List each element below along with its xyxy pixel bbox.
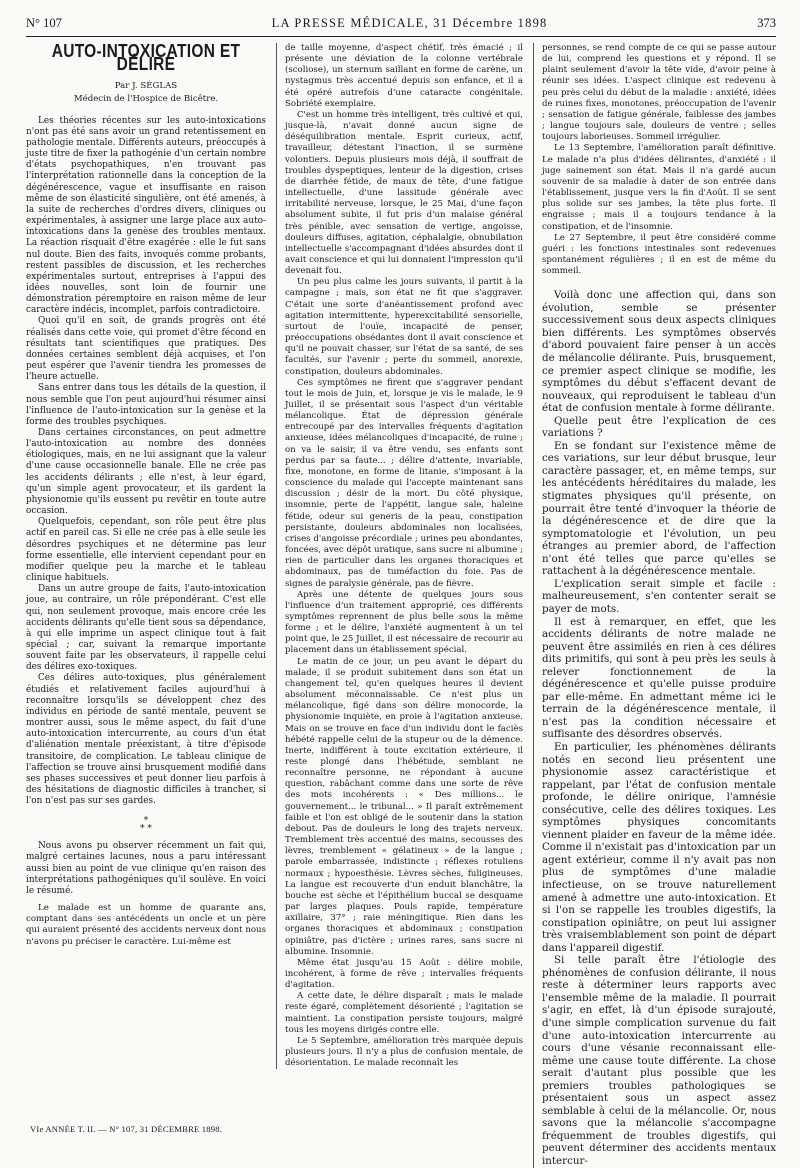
page-number: 373 bbox=[757, 16, 776, 30]
paragraph: Si telle paraît être l'étiologie des phénomènes de confusion délirante, il nous reste à déterminer leurs rapports avec l'ensemble même de la maladie. Il pourrait s'agir, en effet, là d'un épisode surajouté, d'une simple complication survenue du fait d'une auto-intoxication intercurrente au cours d'une vésanie reconnaissant elle-même une cause toute différente. La chose serait d'autant plus possible que les premiers troubles pathologiques se présentaient sous un aspect assez semblable à celui de la mélancolie. Or, nous savons que la mélancolie s'accompagne fréquemment de troubles digestifs, qui peuvent déterminer des accidents mentaux intercur- bbox=[541, 954, 777, 1168]
paragraph: Quelle peut être l'explication de ces variations ? bbox=[541, 414, 777, 440]
paragraph: Dans certaines circonstances, on peut admettre l'auto-intoxication au nombre des données étiologiques, mais, en ne lui assignant que la valeur d'une cause occasionnelle banale. Elle ne crée pas les accidents délirants ; elle n'est, à leur égard, qu'un simple agent provocateur, et ils gardent la physionomie qu'ils eussent pu revêtir en toute autre occasion. bbox=[26, 428, 266, 517]
page-footer: VIe ANNÉE T. II. — N° 107, 31 DÉCEMBRE 1898. bbox=[30, 1124, 223, 1134]
paragraph: Il est à remarquer, en effet, que les accidents délirants de notre malade ne peuvent être assimilés en rien à ces délires dits primitifs, qui sont à peu près les seuls à relever fonctionnement de la dégénérescence et qu'elle puisse produire par elle-même. En admettant même ici le terrain de la dégénérescence mentale, il n'est pas la condition nécessaire et suffisante des désordres observés. bbox=[541, 615, 777, 741]
paragraph: En se fondant sur l'existence même de ces variations, sur leur début brusque, leur caractère passager, et, en même temps, sur les antécédents héréditaires du malade, les stigmates physiques qu'il présente, on pourrait être tenté d'invoquer la théorie de la dégénérescence et de dire que la symptomatologie et l'évolution, un peu étranges au premier abord, de l'affection n'ont été telles que parce qu'elles se rattachent à la dégénérescence mentale. bbox=[541, 439, 777, 578]
paragraph: Voilà donc une affection qui, dans son évolution, semble se présenter successivement sous deux aspects cliniques bien différents. Les symptômes observés d'abord pouvaient faire penser à un accès de mélancolie délirante. Puis, brusquement, ce premier aspect clinique se modifie, les symptômes du début s'effacent devant de nouveaux, qui reproduisent le tableau d'un état de confusion mentale à forme délirante. bbox=[541, 289, 777, 415]
paragraph: A cette date, le délire disparaît ; mais le malade reste égaré, complètement désorienté ; l'agitation se maintient. La constipation persiste toujours, malgré tous les moyens dirigés contre elle. bbox=[284, 991, 523, 1035]
column-2 bbox=[276, 43, 523, 1069]
author-line: Par J. SÉGLAS bbox=[114, 81, 178, 92]
paragraph: de taille moyenne, d'aspect chétif, très émacié ; il présente une déviation de la colonne vertébrale (scoliose), un sternum saillant en forme de carène, un nystagmus très accentué depuis son enfance, et il a été opéré autrefois d'une cataracte congénitale. Sobriété exemplaire. bbox=[284, 43, 523, 109]
column-3 bbox=[533, 43, 776, 1168]
paragraph: Un peu plus calme les jours suivants, il partit à la campagne ; mais, son état ne fit que s'aggraver. C'était une sorte d'anéantissement profond avec agitation intermittente, hyperexcitabilité sensorielle, surtout de l'ouïe, incapacité de penser, préoccupations obsédantes dont il avait conscience et qu'il ne pouvait chasser, sur l'état de sa santé, de ses facultés, sur l'avenir ; perte du sommeil, anorexie, constipation, douleurs abdominales. bbox=[284, 277, 523, 377]
paragraph: Dans un autre groupe de faits, l'auto-intoxication joue, au contraire, un rôle prépondérant. C'est elle qui, non seulement provoque, mais encore crée les accidents délirants qu'elle tient sous sa dépendance, à qui elle imprime un aspect clinique tout à fait spécial ; car, suivant la remarque importante souvent faite par les observateurs, il rappelle celui des délires exo-toxiques. bbox=[26, 584, 266, 673]
issue-number: N° 107 bbox=[26, 16, 62, 30]
paragraph: En particulier, les phénomènes délirants notés en second lieu présentent une physionomie assez caractéristique et rappelant, par l'état de confusion mentale profonde, le délire onirique, l'amnésie consécutive, celle des délires toxiques. Les symptômes physiques concomitants viennent plaider en faveur de la même idée. Comme il n'existait pas d'intoxication par un agent extérieur, comme il n'y avait pas non plus de symptômes d'une maladie infectieuse, on se trouve naturellement amené à admettre une auto-intoxication. Et si l'on se rappelle les troubles digestifs, la constipation opiniâtre, on peut lui assigner très vraisemblablement son point de départ dans l'appareil digestif. bbox=[541, 740, 777, 954]
author-role: Médecin de l'Hospice de Bicêtre. bbox=[73, 94, 219, 105]
column-1 bbox=[26, 43, 266, 948]
paragraph: personnes, se rend compte de ce qui se passe autour de lui, comprend les questions et y répond. Il se plaint seulement d'avoir la tête vide, d'avoir peine à réunir ses idées. L'aspect clinique est redevenu à peu près celui du début de la maladie : anxiété, idées de ruines fixes, monotones, préoccupation de l'avenir ; sensation de fatigue générale, faiblesse des jambes ; langue toujours sale, douleurs de ventre ; selles toujours laborieuses. Sommeil irrégulier. bbox=[541, 43, 777, 143]
paragraph: C'est un homme très intelligent, très cultivé et qui, jusque-là, n'avait donné aucun signe de déséquilibration mentale. Esprit curieux, actif, travailleur, détestant l'inaction, il se surmène volontiers. Depuis plusieurs mois déjà, il souffrait de troubles dyspeptiques, lenteur de la digestion, crises de diarrhée fétide, de maux de tête, d'une fatigue intellectuelle, d'une lassitude générale avec irritabilité nerveuse, lorsque, le 25 Mai, d'une façon absolument subite, il fut pris d'un malaise général très pénible, avec sensation de vertige, angoisse, douleurs diffuses, agitation, céphalalgie, obnubilation intellectuelle s'accompagnant d'idées absurdes dont il avait conscience et qui lui donnaient l'impression qu'il devenait fou. bbox=[284, 109, 523, 277]
paragraph: L'explication serait simple et facile : malheureusement, s'en contenter serait se payer de mots. bbox=[541, 577, 777, 615]
paragraph: Le matin de ce jour, un peu avant le départ du malade, il se produit subitement dans son état un changement tel, qu'en quelques heures il devient absolument méconnaissable. Ce n'est plus un mélancolique, figé dans son délire monocorde, la physionomie inquiète, en proie à l'agitation anxieuse. Mais on se trouve en face d'un individu dont le faciès hébété rappelle celui de la stupeur ou de la démence. Inerte, indifférent à toute excitation extérieure, il reste plongé dans l'hébétude, semblant ne reconnaître personne, ne répondant à aucune question, rabâchant comme dans une sorte de rêve des mots incohérents : « Des millions... le gouvernement... le tribunal... » Il paraît extrêmement faible et l'on est obligé de le soutenir dans la station debout. Pas de douleurs le long des trajets nerveux. Tremblement très accentué des mains, secousses des lèvres, tremblement « gélatineux » de la langue ; parole embarrassée, indistincte ; réflexes rotuliens normaux ; hypoesthésie. Lèvres sèches, fuligineuses. La langue est recouverte d'un enduit blanchâtre, la bouche est sèche et l'épithélium buccal se desquame par larges plaques. Pouls rapide, température axillaire, 37° ; raie méningitique. Rien dans les organes thoraciques et abdominaux ; constipation opiniâtre, pas d'ictère ; urines rares, sans sucre ni albumine. Insomnie. bbox=[284, 656, 523, 957]
paragraph: Le malade est un homme de quarante ans, comptant dans ses antécédents un oncle et un père qui auraient présenté des accidents nerveux dont nous n'avons pu préciser le caractère. Lui-même est bbox=[26, 903, 266, 947]
paragraph: Nous avons pu observer récemment un fait qui, malgré certaines lacunes, nous a paru intéressant aussi bien au point de vue clinique qu'en raison des interprétations pathogéniques qu'il soulève. En voici le résumé. bbox=[26, 841, 266, 896]
paragraph: Le 27 Septembre, il peut être considéré comme guéri : les fonctions intestinales sont redevenues spontanément régulières ; il en est de même du sommeil. bbox=[541, 232, 777, 277]
paragraph: Après une détente de quelques jours sous l'influence d'un traitement approprié, ces différents symptômes reprennent de plus belle sous la même forme ; et le délire, l'anxiété augmentent à un tel point que, le 25 Juillet, il est nécessaire de recourir au placement dans un établissement spécial. bbox=[284, 589, 523, 656]
article-title: AUTO-INTOXICATION ET DÉLIRE bbox=[51, 41, 241, 75]
paragraph: Même état jusqu'au 15 Août : délire mobile, incohérent, à forme de rêve ; intervalles fréquents d'agitation. bbox=[284, 957, 523, 991]
paragraph: Ces symptômes ne firent que s'aggraver pendant tout le mois de Juin, et, lorsque je vis le malade, le 9 Juillet, il se présentait sous l'aspect d'un véritable mélancolique. État de dépression générale entrecoupé par des intervalles fréquents d'agitation anxieuse, idées mélancoliques d'incapacité, de ruine ; on va le saisir, il va être vendu, ses enfants sont perdus par sa faute... ; délire d'attente, invariable, fixe, monotone, en forme de litanie, s'imposant à la conscience du malade qui l'accepte maintenant sans discussion ; désir de la mort. Du côté physique, insomnie, perte de l'appétit, langue sale, haleine fétide, odeur sui generis de la peau, constipation persistante, douleurs abdominales non localisées, crises d'angoisse précordiale ; urines peu abondantes, foncées, avec dépôt uratique, sans sucre ni albumine ; rien de particulier dans les organes thoraciques et abdominaux, pas de tuméfaction du foie. Pas de signes de paralysie générale, pas de fièvre. bbox=[284, 377, 523, 589]
journal-title: LA PRESSE MÉDICALE, 31 Décembre 1898 bbox=[271, 16, 548, 30]
paragraph: Quelquefois, cependant, son rôle peut être plus actif en pareil cas. Si elle ne crée pas à elle seule les désordres psychiques et ne détermine pas leur forme essentielle, elle intervient cependant pour en modifier quelque peu la marche et le tableau clinique habituels. bbox=[26, 517, 266, 584]
paragraph: Le 5 Septembre, amélioration très marquée depuis plusieurs jours. Il n'y a plus de confusion mentale, de désorientation. Le malade reconnaît les bbox=[284, 1035, 523, 1069]
running-head bbox=[26, 16, 776, 37]
paragraph: Ces délires auto-toxiques, plus généralement étudiés et relativement faciles aujourd'hui à reconnaître lorsqu'ils se développent chez des individus en période de santé mentale, peuvent se montrer aussi, sous le même aspect, du fait d'une auto-intoxication intercurrente, au cours d'un état d'aliénation mentale préexistant, à titre d'épisode transitoire, de complication. Le tableau clinique de l'affection se trouve ainsi brusquement modifié dans ses phases successives et peut donner lieu parfois à des hésitations de diagnostic difficiles à trancher, si l'on n'est pas sur ses gardes. bbox=[26, 673, 266, 807]
section-separator: * * * bbox=[140, 816, 152, 835]
paragraph: Sans entrer dans tous les détails de la question, il nous semble que l'on peut aujourd'hui résumer ainsi l'influence de l'auto-intoxication sur la genèse et la forme des troubles psychiques. bbox=[26, 383, 266, 427]
paragraph: Le 13 Septembre, l'amélioration paraît définitive. Le malade n'a plus d'idées délirantes, d'anxiété : il juge sainement son état. Mais il n'a gardé aucun souvenir de sa maladie à dater de son entrée dans l'établissement, jusque vers la fin d'Août. Il se sent plus solide sur ses jambes, la tête plus forte. Il engraisse ; mais il a toujours tendance à la constipation, et de l'insomnie. bbox=[541, 143, 777, 232]
text-columns bbox=[26, 43, 776, 1168]
paragraph: Quoi qu'il en soit, de grands progrès ont été réalisés dans cette voie, qui promet d'être fécond en résultats tant scientifiques que pratiques. Des données certaines semblent déjà acquises, et l'on peut espérer que l'avenir tiendra les promesses de l'heure actuelle. bbox=[26, 316, 266, 383]
paragraph: Les théories récentes sur les auto-intoxications n'ont pas été sans avoir un grand retentissement en pathologie mentale. Différents auteurs, préoccupés à juste titre de fixer la pathogénie d'un certain nombre d'états psychopathiques, n'en trouvant pas l'interprétation rationnelle dans la conception de la dégénérescence, vague et insuffisante en raison même de son élasticité singulière, ont été amenés, à la suite de recherches d'ordres divers, cliniques ou expérimentales, à assigner une large place aux auto-intoxications dans la genèse des troubles mentaux. La réaction risquait d'être exagérée : elle le fut sans nul doute. Bien des faits, invoqués comme probants, restent passibles de discussion, et les recherches expérimentales surtout, entreprises à l'appui des idées nouvelles, sont loin de fournir une démonstration péremptoire en raison même de leur caractère indécis, incomplet, parfois contradictoire. bbox=[26, 115, 266, 316]
